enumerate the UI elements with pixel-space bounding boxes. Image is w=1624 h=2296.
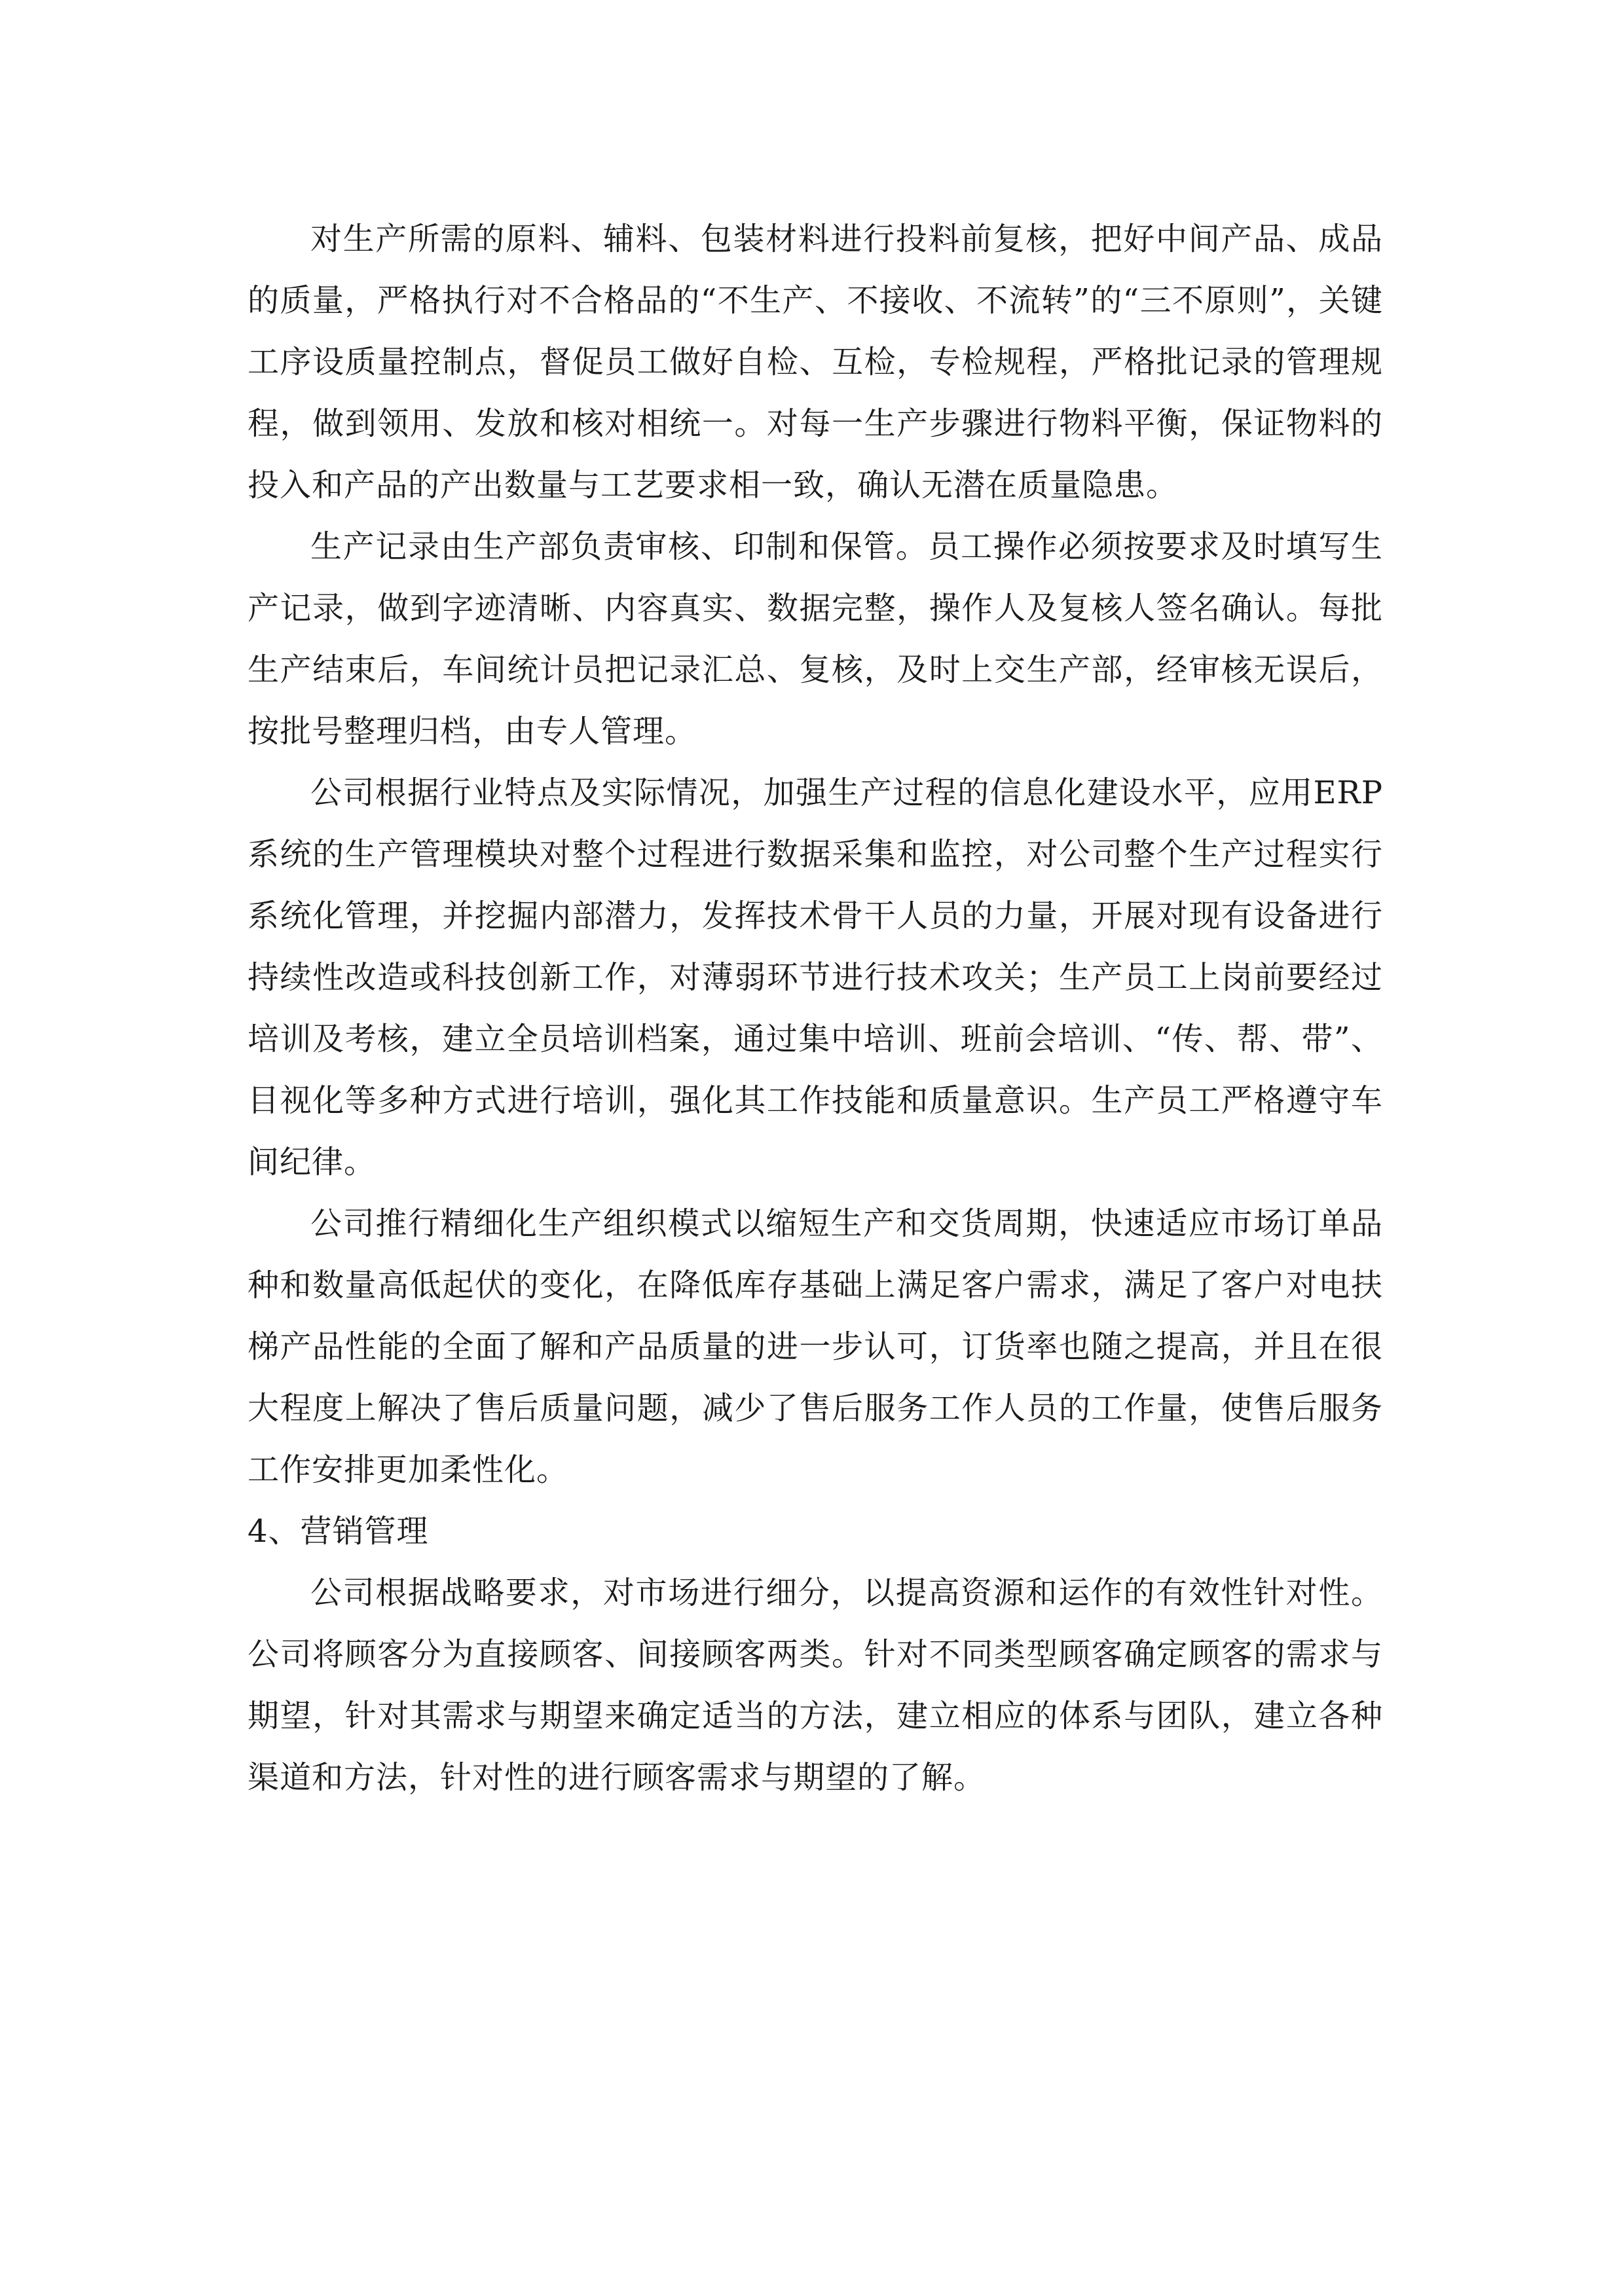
document-page [248,208,1383,1808]
paragraph-material-review: 对生产所需的原料、辅料、包装材料进行投料前复核，把好中间产品、成品的质量，严格执行对不合格品的“不生产、不接收、不流转”的“三不原则”，关键工序设质量控制点，督促员工做好自检、互检，专检规程，严格批记录的管理规程，做到领用、发放和核对相统一。对每一生产步骤进行物料平衡，保证物料的投入和产品的产出数量与工艺要求相一致，确认无潜在质量隐患。 [248,221,1383,503]
paragraph-lean-production: 公司推行精细化生产组织模式以缩短生产和交货周期，快速适应市场订单品种和数量高低起伏的变化，在降低库存基础上满足客户需求，满足了客户对电扶梯产品性能的全面了解和产品质量的进一步认可，订货率也随之提高，并且在很大程度上解决了售后质量问题，减少了售后服务工作人员的工作量，使售后服务工作安排更加柔性化。 [248,1205,1383,1488]
paragraph-market-segmentation: 公司根据战略要求，对市场进行细分，以提高资源和运作的有效性针对性。公司将顾客分为直接顾客、间接顾客两类。针对不同类型顾客确定顾客的需求与期望，针对其需求与期望来确定适当的方法，建立相应的体系与团队，建立各种渠道和方法，针对性的进行顾客需求与期望的了解。 [248,1575,1383,1796]
paragraph-erp-informatization: 公司根据行业特点及实际情况，加强生产过程的信息化建设水平，应用ERP系统的生产管理模块对整个过程进行数据采集和监控，对公司整个生产过程实行系统化管理，并挖掘内部潜力，发挥技术骨干人员的力量，开展对现有设备进行持续性改造或科技创新工作，对薄弱环节进行技术攻关；生产员工上岗前要经过培训及考核，建立全员培训档案，通过集中培训、班前会培训、“传、帮、带”、目视化等多种方式进行培训，强化其工作技能和质量意识。生产员工严格遵守车间纪律。 [248,774,1383,1180]
paragraph-production-records: 生产记录由生产部负责审核、印制和保管。员工操作必须按要求及时填写生产记录，做到字迹清晰、内容真实、数据完整，操作人及复核人签名确认。每批生产结束后，车间统计员把记录汇总、复核，及时上交生产部，经审核无误后，按批号整理归档，由专人管理。 [248,528,1383,750]
section-heading-marketing: 4、营销管理 [248,1513,429,1550]
